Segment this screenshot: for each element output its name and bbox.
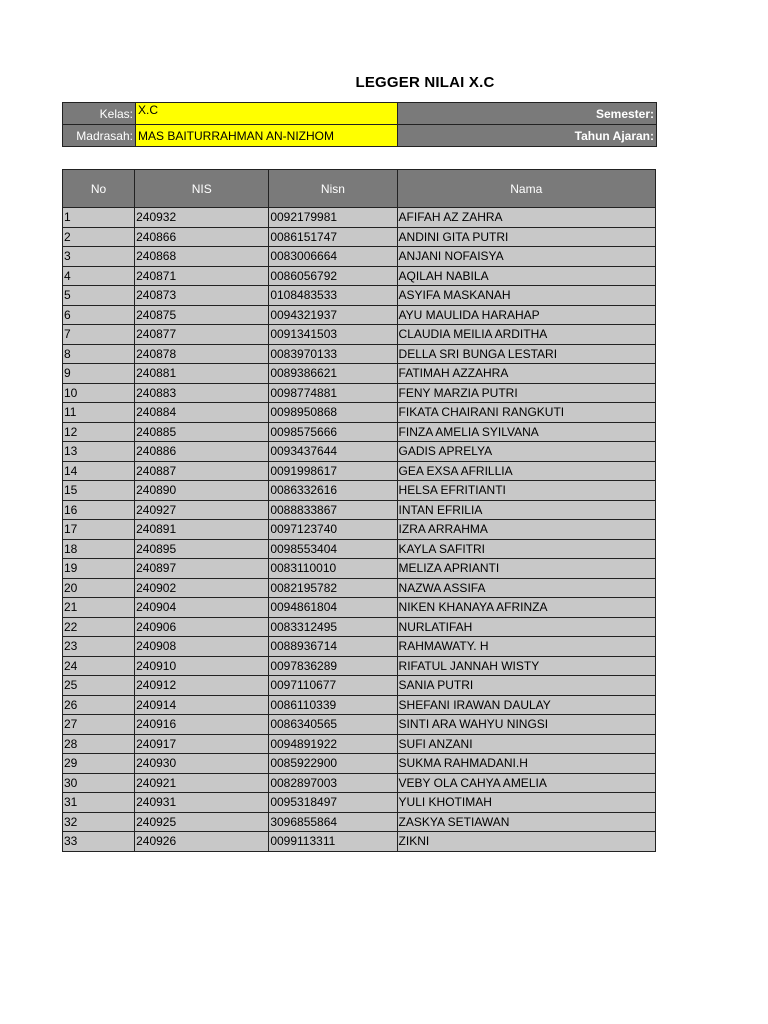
header-nama: Nama [397,170,655,208]
table-row[interactable] [63,247,656,267]
cell-no[interactable]: 19 [63,559,135,579]
madrasah-value[interactable]: MAS BAITURRAHMAN AN-NIZHOM [136,125,398,147]
cell-nisn[interactable]: 0088936714 [269,637,397,657]
table-row[interactable] [63,656,656,676]
cell-nama[interactable]: ANJANI NOFAISYA [397,247,655,267]
cell-nisn[interactable]: 0083110010 [269,559,397,579]
cell-nama[interactable]: SUKMA RAHMADANI.H [397,754,655,774]
cell-nama[interactable]: GEA EXSA AFRILLIA [397,461,655,481]
table-row[interactable] [63,500,656,520]
cell-nis[interactable]: 240868 [135,247,269,267]
cell-nis[interactable]: 240877 [135,325,269,345]
cell-nama[interactable]: VEBY OLA CAHYA AMELIA [397,773,655,793]
cell-nama[interactable]: GADIS APRELYA [397,442,655,462]
cell-nisn[interactable]: 0094321937 [269,305,397,325]
cell-nisn[interactable]: 0099113311 [269,832,397,852]
header-nisn: Nisn [269,170,397,208]
cell-nama[interactable]: AYU MAULIDA HARAHAP [397,305,655,325]
kelas-label: Kelas: [63,103,136,125]
cell-nama[interactable]: ASYIFA MASKANAH [397,286,655,306]
cell-nama[interactable]: YULI KHOTIMAH [397,793,655,813]
cell-nama[interactable]: ZIKNI [397,832,655,852]
table-row[interactable] [63,676,656,696]
cell-no[interactable]: 9 [63,364,135,384]
cell-no[interactable]: 22 [63,617,135,637]
cell-no[interactable]: 31 [63,793,135,813]
table-header-row [63,170,656,208]
table-row[interactable] [63,578,656,598]
cell-nisn[interactable]: 3096855864 [269,812,397,832]
table-row[interactable] [63,754,656,774]
table-row[interactable] [63,812,656,832]
cell-nis[interactable]: 240866 [135,227,269,247]
cell-no[interactable]: 13 [63,442,135,462]
cell-nisn[interactable]: 0092179981 [269,208,397,228]
cell-nama[interactable]: ZASKYA SETIAWAN [397,812,655,832]
cell-nisn[interactable]: 0083006664 [269,247,397,267]
table-row[interactable] [63,520,656,540]
cell-nisn[interactable]: 0097110677 [269,676,397,696]
cell-nisn[interactable]: 0094891922 [269,734,397,754]
info-table [62,102,657,147]
table-row[interactable] [63,442,656,462]
cell-nama[interactable]: HELSA EFRITIANTI [397,481,655,501]
cell-no[interactable]: 2 [63,227,135,247]
cell-no[interactable]: 26 [63,695,135,715]
cell-nis[interactable]: 240906 [135,617,269,637]
cell-nama[interactable]: FIKATA CHAIRANI RANGKUTI [397,403,655,423]
cell-nis[interactable]: 240871 [135,266,269,286]
cell-nama[interactable]: SANIA PUTRI [397,676,655,696]
cell-nis[interactable]: 240873 [135,286,269,306]
madrasah-label: Madrasah: [63,125,136,147]
cell-nama[interactable]: RIFATUL JANNAH WISTY [397,656,655,676]
cell-nisn[interactable]: 0086332616 [269,481,397,501]
cell-nisn[interactable]: 0098553404 [269,539,397,559]
cell-no[interactable]: 10 [63,383,135,403]
table-row[interactable] [63,793,656,813]
table-row[interactable] [63,715,656,735]
cell-nis[interactable]: 240902 [135,578,269,598]
table-row[interactable] [63,286,656,306]
cell-nama[interactable]: ANDINI GITA PUTRI [397,227,655,247]
cell-nama[interactable]: SHEFANI IRAWAN DAULAY [397,695,655,715]
info-row-kelas [63,103,657,125]
cell-nis[interactable]: 240904 [135,598,269,618]
table-row[interactable] [63,773,656,793]
cell-nis[interactable]: 240881 [135,364,269,384]
cell-no[interactable]: 23 [63,637,135,657]
cell-no[interactable]: 3 [63,247,135,267]
cell-nisn[interactable]: 0093437644 [269,442,397,462]
table-row[interactable] [63,305,656,325]
table-row[interactable] [63,481,656,501]
cell-nama[interactable]: SUFI ANZANI [397,734,655,754]
cell-nis[interactable]: 240925 [135,812,269,832]
cell-no[interactable]: 16 [63,500,135,520]
cell-nis[interactable]: 240883 [135,383,269,403]
cell-no[interactable]: 7 [63,325,135,345]
cell-nisn[interactable]: 0083312495 [269,617,397,637]
cell-nisn[interactable]: 0108483533 [269,286,397,306]
table-row[interactable] [63,539,656,559]
cell-nisn[interactable]: 0091998617 [269,461,397,481]
cell-nis[interactable]: 240878 [135,344,269,364]
cell-no[interactable]: 33 [63,832,135,852]
cell-no[interactable]: 15 [63,481,135,501]
cell-nama[interactable]: NURLATIFAH [397,617,655,637]
cell-nis[interactable]: 240926 [135,832,269,852]
cell-nis[interactable]: 240885 [135,422,269,442]
table-row[interactable] [63,734,656,754]
page-title: LEGGER NILAI X.C [355,74,495,91]
cell-nama[interactable]: DELLA SRI BUNGA LESTARI [397,344,655,364]
cell-no[interactable]: 6 [63,305,135,325]
cell-nisn[interactable]: 0098774881 [269,383,397,403]
cell-no[interactable]: 14 [63,461,135,481]
info-row-madrasah [63,125,657,147]
cell-nis[interactable]: 240886 [135,442,269,462]
cell-nisn[interactable]: 0097123740 [269,520,397,540]
semester-label: Semester: [398,103,657,125]
cell-nis[interactable]: 240932 [135,208,269,228]
table-row[interactable] [63,695,656,715]
cell-no[interactable]: 20 [63,578,135,598]
cell-no[interactable]: 18 [63,539,135,559]
cell-nama[interactable]: NAZWA ASSIFA [397,578,655,598]
cell-no[interactable]: 24 [63,656,135,676]
cell-nis[interactable]: 240912 [135,676,269,696]
cell-no[interactable]: 21 [63,598,135,618]
cell-nisn[interactable]: 0086151747 [269,227,397,247]
cell-nisn[interactable]: 0091341503 [269,325,397,345]
table-row[interactable] [63,227,656,247]
cell-nis[interactable]: 240908 [135,637,269,657]
cell-nis[interactable]: 240931 [135,793,269,813]
table-row[interactable] [63,383,656,403]
table-row[interactable] [63,364,656,384]
cell-nisn[interactable]: 0086110339 [269,695,397,715]
kelas-value[interactable]: X.C [136,103,398,125]
cell-nama[interactable]: FATIMAH AZZAHRA [397,364,655,384]
cell-nis[interactable]: 240897 [135,559,269,579]
cell-nisn[interactable]: 0083970133 [269,344,397,364]
cell-nama[interactable]: FENY MARZIA PUTRI [397,383,655,403]
cell-nisn[interactable]: 0088833867 [269,500,397,520]
cell-nama[interactable]: KAYLA SAFITRI [397,539,655,559]
table-row[interactable] [63,325,656,345]
cell-nama[interactable]: NIKEN KHANAYA AFRINZA [397,598,655,618]
cell-nama[interactable]: CLAUDIA MEILIA ARDITHA [397,325,655,345]
cell-nisn[interactable]: 0086340565 [269,715,397,735]
cell-no[interactable]: 30 [63,773,135,793]
cell-no[interactable]: 11 [63,403,135,423]
cell-nis[interactable]: 240930 [135,754,269,774]
cell-nis[interactable]: 240917 [135,734,269,754]
cell-nisn[interactable]: 0098575666 [269,422,397,442]
cell-nis[interactable]: 240875 [135,305,269,325]
table-row[interactable] [63,598,656,618]
cell-nis[interactable]: 240921 [135,773,269,793]
table-row[interactable] [63,422,656,442]
cell-nis[interactable]: 240927 [135,500,269,520]
table-row[interactable] [63,461,656,481]
cell-no[interactable]: 32 [63,812,135,832]
table-row[interactable] [63,617,656,637]
cell-nis[interactable]: 240916 [135,715,269,735]
table-row[interactable] [63,344,656,364]
table-row[interactable] [63,832,656,852]
cell-no[interactable]: 5 [63,286,135,306]
header-no: No [63,170,135,208]
cell-nisn[interactable]: 0089386621 [269,364,397,384]
table-row[interactable] [63,559,656,579]
cell-nama[interactable]: MELIZA APRIANTI [397,559,655,579]
cell-no[interactable]: 25 [63,676,135,696]
cell-no[interactable]: 8 [63,344,135,364]
header-nis: NIS [135,170,269,208]
cell-nisn[interactable]: 0098950868 [269,403,397,423]
cell-no[interactable]: 1 [63,208,135,228]
cell-no[interactable]: 27 [63,715,135,735]
cell-nis[interactable]: 240884 [135,403,269,423]
cell-nis[interactable]: 240887 [135,461,269,481]
cell-no[interactable]: 4 [63,266,135,286]
cell-nisn[interactable]: 0097836289 [269,656,397,676]
tahun-ajaran-label: Tahun Ajaran: [398,125,657,147]
cell-nis[interactable]: 240910 [135,656,269,676]
table-row[interactable] [63,266,656,286]
cell-nama[interactable]: AQILAH NABILA [397,266,655,286]
cell-nisn[interactable]: 0086056792 [269,266,397,286]
cell-no[interactable]: 12 [63,422,135,442]
cell-nama[interactable]: SINTI ARA WAHYU NINGSI [397,715,655,735]
cell-no[interactable]: 29 [63,754,135,774]
cell-nis[interactable]: 240891 [135,520,269,540]
cell-nama[interactable]: FINZA AMELIA SYILVANA [397,422,655,442]
cell-nis[interactable]: 240914 [135,695,269,715]
cell-nisn[interactable]: 0082897003 [269,773,397,793]
table-row[interactable] [63,637,656,657]
table-row[interactable] [63,208,656,228]
student-table [62,169,656,852]
cell-nis[interactable]: 240895 [135,539,269,559]
table-row[interactable] [63,403,656,423]
cell-nama[interactable]: INTAN EFRILIA [397,500,655,520]
cell-no[interactable]: 28 [63,734,135,754]
cell-no[interactable]: 17 [63,520,135,540]
cell-nama[interactable]: IZRA ARRAHMA [397,520,655,540]
cell-nisn[interactable]: 0094861804 [269,598,397,618]
cell-nama[interactable]: AFIFAH AZ ZAHRA [397,208,655,228]
cell-nama[interactable]: RAHMAWATY. H [397,637,655,657]
cell-nisn[interactable]: 0082195782 [269,578,397,598]
cell-nisn[interactable]: 0085922900 [269,754,397,774]
cell-nisn[interactable]: 0095318497 [269,793,397,813]
cell-nis[interactable]: 240890 [135,481,269,501]
